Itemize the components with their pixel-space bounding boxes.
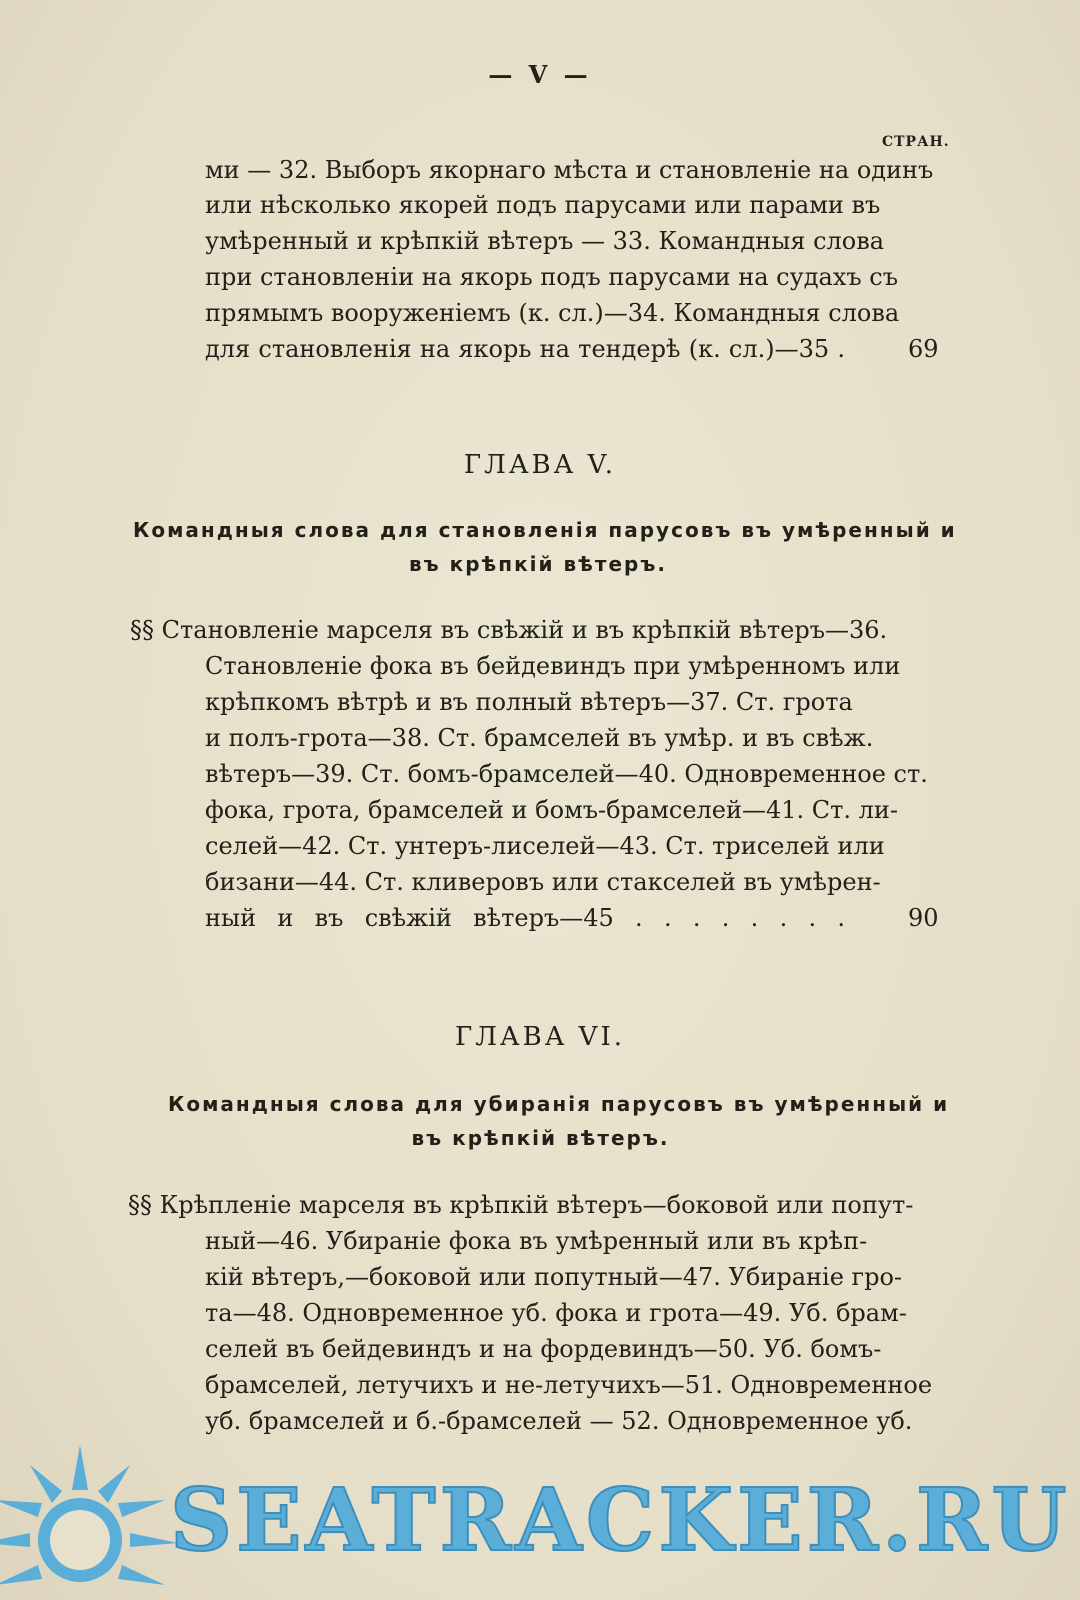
text-line: вѣтеръ—39. Ст. бомъ-брамселей—40. Одновременное ст. (205, 760, 928, 788)
page-folio: — V — (488, 60, 592, 89)
text-line: крѣпкомъ вѣтрѣ и въ полный вѣтеръ—37. Ст. грота (205, 688, 853, 716)
text-line: для становленія на якорь на тендерѣ (к. сл.)—35 . (205, 335, 845, 363)
chapter-heading: ГЛАВА VI. (455, 1022, 625, 1052)
chapter-heading: ГЛАВА V. (463, 450, 617, 480)
text-line: и полъ-грота—38. Ст. брамселей въ умѣр. и въ свѣж. (205, 724, 874, 752)
page-number: 90 (908, 904, 939, 932)
chapter-title: въ крѣпкій вѣтеръ. (411, 1126, 670, 1150)
text-line: фока, грота, брамселей и бомъ-брамселей—41. Ст. ли- (205, 796, 899, 824)
text-line: уб. брамселей и б.-брамселей — 52. Одновременное уб. (205, 1407, 913, 1435)
text-line: §§ Становленіе марселя въ свѣжій и въ крѣпкій вѣтеръ—36. (130, 616, 888, 644)
text-line: селей—42. Ст. унтеръ-лиселей—43. Ст. триселей или (205, 832, 885, 860)
text-line: Становленіе фока въ бейдевиндъ при умѣренномъ или (205, 652, 901, 680)
watermark-text: SEATRACKER.RU (170, 1470, 1071, 1571)
text-line: кій вѣтеръ,—боковой или попутный—47. Убираніе гро- (205, 1263, 903, 1291)
text-line: селей въ бейдевиндъ и на фордевиндъ—50. Уб. бомъ- (205, 1335, 882, 1363)
text-line: ный и въ свѣжій вѣтеръ—45 . . . . . . . . (205, 904, 845, 932)
text-line: брамселей, летучихъ и не-летучихъ—51. Одновременное (205, 1371, 933, 1399)
text-line: ный—46. Убираніе фока въ умѣренный или въ крѣп- (205, 1227, 868, 1255)
text-line: ми — 32. Выборъ якорнаго мѣста и становленіе на одинъ (205, 156, 934, 184)
chapter-title: Командныя слова для убиранія парусовъ въ умѣренный и (168, 1092, 950, 1116)
text-line: прямымъ вооруженіемъ (к. сл.)—34. Командныя слова (205, 299, 900, 327)
page-number: 69 (908, 335, 939, 363)
text-line: или нѣсколько якорей подъ парусами или парами въ (205, 191, 881, 219)
text-line: при становленіи на якорь подъ парусами на судахъ съ (205, 263, 898, 291)
text-line: умѣренный и крѣпкій вѣтеръ — 33. Командныя слова (205, 227, 885, 255)
page-column-label: СТРАН. (882, 134, 950, 150)
chapter-title: Командныя слова для становленія парусовъ въ умѣренный и (133, 518, 957, 542)
text-line: бизани—44. Ст. кливеровъ или стакселей въ умѣрен- (205, 868, 881, 896)
text-line: §§ Крѣпленіе марселя въ крѣпкій вѣтеръ—боковой или попут- (128, 1191, 914, 1219)
chapter-title: въ крѣпкій вѣтеръ. (409, 552, 667, 576)
text-line: та—48. Одновременное уб. фока и грота—49. Уб. брам- (205, 1299, 907, 1327)
